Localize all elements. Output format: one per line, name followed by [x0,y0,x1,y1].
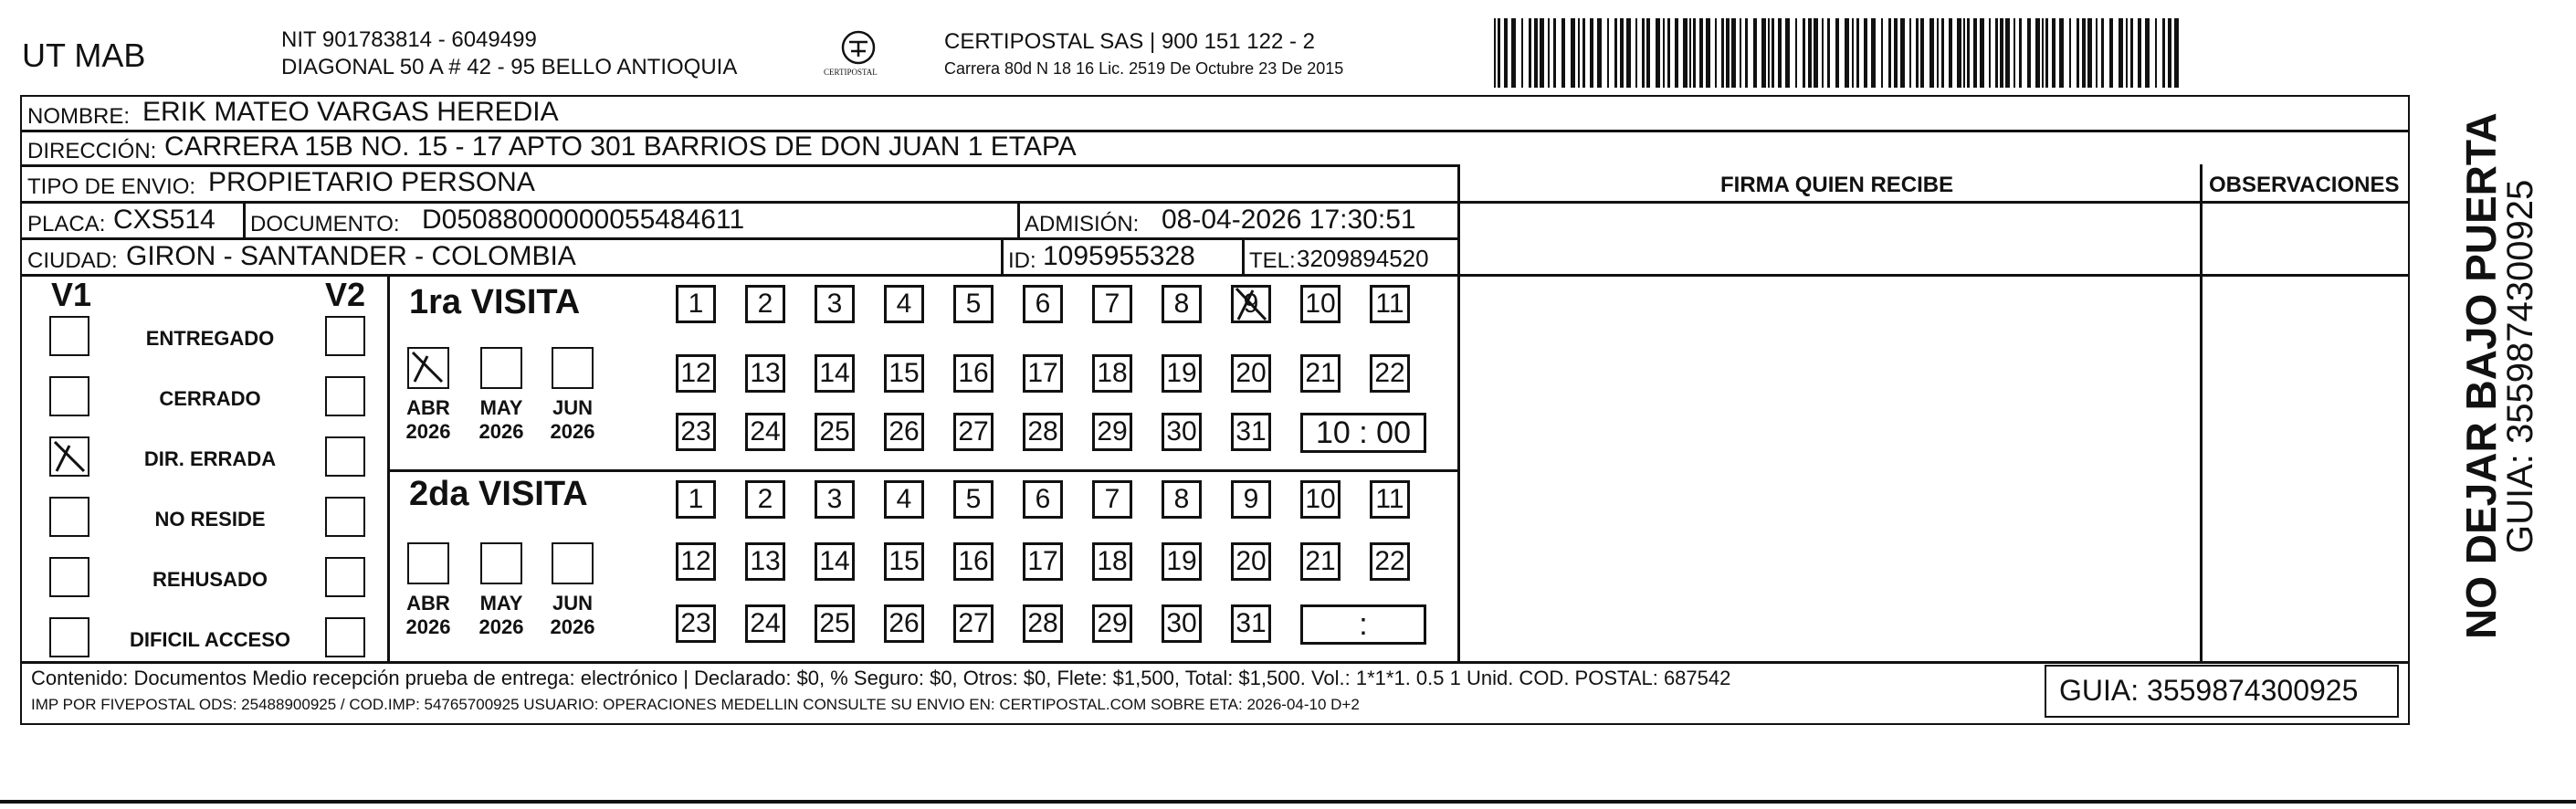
day-box[interactable]: 23 [676,604,716,643]
day-box[interactable]: 25 [815,413,855,451]
id-label: ID: [1008,248,1036,273]
day-box[interactable]: 27 [953,413,994,451]
nombre-value: ERIK MATEO VARGAS HEREDIA [142,97,559,127]
day-box[interactable]: 21 [1300,542,1341,581]
day-box[interactable]: 25 [815,604,855,643]
company-license: Carrera 80d N 18 16 Lic. 2519 De Octubre 23 De 2015 [944,59,1344,78]
day-box[interactable]: 26 [884,604,924,643]
year-label: 2026 [405,420,451,443]
month-checkbox[interactable] [407,542,449,584]
v1-checkbox[interactable] [49,316,89,356]
day-box[interactable]: 21 [1300,354,1341,393]
day-box[interactable]: 12 [676,542,716,581]
month-label: MAY [479,592,523,615]
documento-label: DOCUMENTO: [250,212,400,236]
day-box[interactable]: 1 [676,285,716,323]
day-box[interactable]: 14 [815,542,855,581]
tel-value: 3209894520 [1297,245,1429,272]
month-label: ABR [406,396,450,419]
day-box[interactable]: 11 [1370,285,1410,323]
day-box[interactable]: 10 [1300,285,1341,323]
footer-print-info: IMP POR FIVEPOSTAL ODS: 25488900925 / COD.IMP: 54765700925 USUARIO: OPERACIONES MEDELLIN CONSULTE SU ENVIO EN: CERTIPOSTAL.COM SOBRE ETA: 2026-04-10 D+2 [31,696,1360,713]
day-box[interactable]: 12 [676,354,716,393]
day-box[interactable]: 18 [1092,354,1132,393]
day-box[interactable]: 17 [1023,354,1063,393]
day-box[interactable]: 24 [745,604,785,643]
day-box[interactable]: 29 [1092,413,1132,451]
status-label: ENTREGADO [145,327,275,350]
firma-label: FIRMA QUIEN RECIBE [1720,173,1954,197]
certipostal-logo-icon [815,27,902,82]
day-box[interactable]: 2 [745,285,785,323]
month-label: MAY [479,396,523,419]
month-label: ABR [406,592,450,615]
month-checkbox[interactable] [480,542,522,584]
v2-checkbox[interactable] [325,316,365,356]
documento-value: D05088000000055484611 [422,205,745,235]
nit-text: NIT 901783814 - 6049499 [281,27,537,52]
day-box[interactable]: 3 [815,285,855,323]
day-box[interactable]: 15 [884,542,924,581]
tipo-envio-label: TIPO DE ENVIO: [27,174,196,199]
day-box[interactable]: 13 [745,542,785,581]
nombre-label: NOMBRE: [27,104,131,129]
v2-label: V2 [325,276,366,313]
day-box[interactable]: 28 [1023,604,1063,643]
id-value: 1095955328 [1043,241,1195,271]
day-box[interactable]: 28 [1023,413,1063,451]
day-box[interactable]: 15 [884,354,924,393]
brand-name: UT MAB [22,37,146,74]
status-label: DIFICIL ACCESO [129,628,290,651]
side-warning: NO DEJAR BAJO PUERTA [2457,112,2505,639]
sender-address: DIAGONAL 50 A # 42 - 95 BELLO ANTIOQUIA [281,55,738,79]
day-box[interactable]: 31 [1231,413,1271,451]
tipo-envio-value: PROPIETARIO PERSONA [208,167,535,197]
company-name: CERTIPOSTAL SAS | 900 151 122 - 2 [944,29,1315,54]
day-box[interactable]: 20 [1231,542,1271,581]
day-box[interactable]: 14 [815,354,855,393]
observations-area[interactable] [2203,166,2407,659]
day-box[interactable]: 8 [1162,285,1202,323]
year-label: 2026 [550,615,595,638]
time-field[interactable]: : [1300,604,1426,645]
status-label: CERRADO [159,387,261,410]
status-label: REHUSADO [152,568,268,591]
day-box[interactable]: 22 [1370,354,1410,393]
v1-checkbox[interactable] [49,436,89,477]
barcode [1494,18,2181,88]
admision-value: 08-04-2026 17:30:51 [1162,205,1416,235]
day-box[interactable]: 19 [1162,354,1202,393]
day-box[interactable]: 7 [1092,285,1132,323]
observaciones-label: OBSERVACIONES [2209,173,2400,197]
v2-checkbox[interactable] [325,497,365,537]
day-box[interactable]: 16 [953,542,994,581]
v1-label: V1 [51,276,92,313]
day-box[interactable]: 5 [953,480,994,519]
signature-area[interactable] [1461,203,2197,659]
year-label: 2026 [550,420,595,443]
side-guia: GUIA: 3559874300925 [2500,179,2540,553]
day-box[interactable]: 9 [1231,480,1271,519]
day-box[interactable]: 3 [815,480,855,519]
month-label: JUN [552,396,593,419]
day-box[interactable]: 6 [1023,480,1063,519]
guia-footer: GUIA: 3559874300925 [2059,674,2359,707]
month-checkbox[interactable] [552,347,594,389]
direccion-value: CARRERA 15B NO. 15 - 17 APTO 301 BARRIOS DE DON JUAN 1 ETAPA [164,131,1077,162]
day-box[interactable]: 7 [1092,480,1132,519]
placa-label: PLACA: [27,212,106,236]
day-box[interactable]: 31 [1231,604,1271,643]
day-box[interactable]: 4 [884,285,924,323]
month-checkbox[interactable] [407,347,449,389]
v2-checkbox[interactable] [325,436,365,477]
year-label: 2026 [478,420,524,443]
footer-contents: Contenido: Documentos Medio recepción prueba de entrega: electrónico | Declarado: $0, % Seguro: $0, Otros: $0, Flete: $1,500, Total: $1,500. Vol.: 1*1*1. 0.5 1 Unid. COD. POSTAL: 687542 [31,667,1731,689]
day-box[interactable]: 1 [676,480,716,519]
day-box[interactable]: 16 [953,354,994,393]
ciudad-label: CIUDAD: [27,248,118,273]
v1-checkbox[interactable] [49,557,89,597]
v2-checkbox[interactable] [325,557,365,597]
year-label: 2026 [478,615,524,638]
day-box[interactable]: 22 [1370,542,1410,581]
day-box[interactable]: 30 [1162,604,1202,643]
v1-checkbox[interactable] [49,497,89,537]
placa-value: CXS514 [113,205,216,235]
logo-text: CERTIPOSTAL [824,68,878,77]
day-box[interactable]: 29 [1092,604,1132,643]
day-box[interactable]: 17 [1023,542,1063,581]
admision-label: ADMISIÓN: [1025,212,1140,236]
v1-checkbox[interactable] [49,376,89,416]
day-box[interactable]: 2 [745,480,785,519]
day-box[interactable]: 5 [953,285,994,323]
day-box[interactable]: 20 [1231,354,1271,393]
v1-checkbox[interactable] [49,617,89,657]
month-checkbox[interactable] [480,347,522,389]
direccion-label: DIRECCIÓN: [27,139,157,163]
v2-checkbox[interactable] [325,376,365,416]
day-box[interactable]: 27 [953,604,994,643]
day-box[interactable]: 4 [884,480,924,519]
day-box[interactable]: 10 [1300,480,1341,519]
day-box[interactable]: 13 [745,354,785,393]
day-box[interactable]: 24 [745,413,785,451]
day-box[interactable]: 6 [1023,285,1063,323]
day-box[interactable]: 9 [1231,285,1271,323]
month-label: JUN [552,592,593,615]
time-field[interactable]: 10 : 00 [1300,413,1426,453]
day-box[interactable]: 23 [676,413,716,451]
day-box[interactable]: 30 [1162,413,1202,451]
month-checkbox[interactable] [552,542,594,584]
day-box[interactable]: 26 [884,413,924,451]
day-box[interactable]: 18 [1092,542,1132,581]
status-label: NO RESIDE [154,508,266,531]
ciudad-value: GIRON - SANTANDER - COLOMBIA [126,241,576,271]
tel-label: TEL: [1249,248,1296,273]
v2-checkbox[interactable] [325,617,365,657]
status-label: DIR. ERRADA [143,447,277,470]
visit1-title: 1ra VISITA [409,283,581,321]
visit2-title: 2da VISITA [409,475,588,513]
year-label: 2026 [405,615,451,638]
day-box[interactable]: 8 [1162,480,1202,519]
day-box[interactable]: 11 [1370,480,1410,519]
day-box[interactable]: 19 [1162,542,1202,581]
